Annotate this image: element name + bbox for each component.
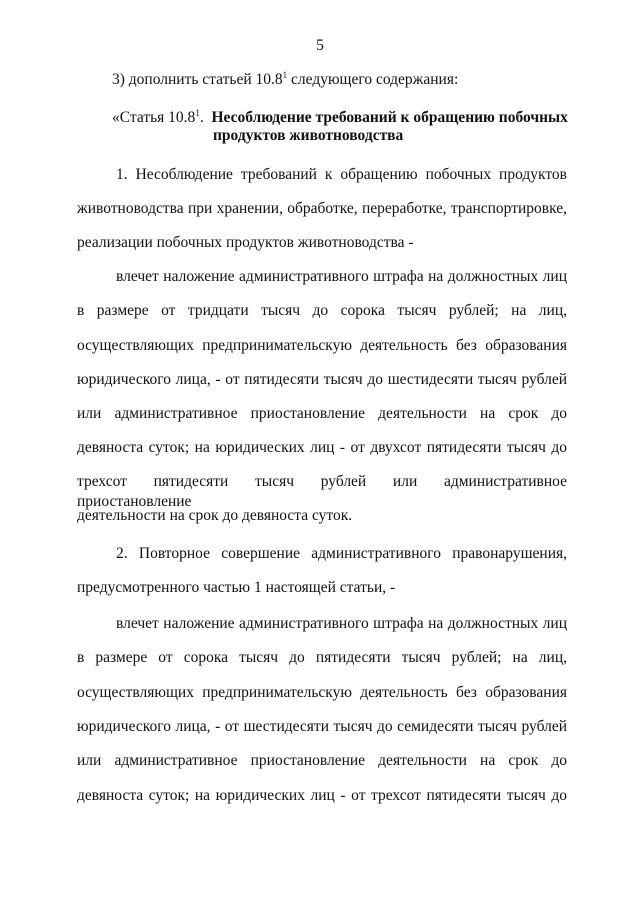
- body-line: юридического лица, - от шестидесяти тысяч до семидесяти тысяч рублей: [77, 718, 567, 735]
- body-line: девяноста суток; на юридических лиц - от трехсот пятидесяти тысяч до: [77, 787, 567, 804]
- body-line: реализации побочных продуктов животноводства -: [77, 234, 414, 251]
- article-number-dot: .: [199, 109, 204, 126]
- article-title-line-2: продуктов животноводства: [213, 127, 404, 144]
- body-line: деятельности на срок до девяноста суток.: [77, 507, 353, 524]
- body-line: 1. Несоблюдение требований к обращению побочных продуктов: [116, 166, 567, 183]
- body-line: девяноста суток; на юридических лиц - от двухсот пятидесяти тысяч до: [77, 439, 567, 456]
- page-number: 5: [316, 37, 324, 54]
- intro-superscript: 1: [282, 70, 288, 80]
- body-line: или административное приостановление деятельности на срок до: [77, 405, 567, 422]
- article-heading: [112, 108, 568, 128]
- body-line: животноводства при хранении, обработке, переработке, транспортировке,: [77, 200, 567, 217]
- intro-text-end: следующего содержания:: [287, 71, 459, 88]
- body-line: или административное приостановление деятельности на срок до: [77, 752, 567, 769]
- body-line: в размере от тридцати тысяч до сорока тысяч рублей; на лиц,: [77, 302, 567, 319]
- body-line: влечет наложение административного штрафа на должностных лиц: [116, 268, 567, 285]
- body-line: юридического лица, - от пятидесяти тысяч до шестидесяти тысяч рублей: [77, 371, 567, 388]
- body-line: влечет наложение административного штрафа на должностных лиц: [116, 615, 567, 632]
- article-title-line-1: Несоблюдение требований к обращению побочных: [211, 109, 568, 126]
- intro-line: [112, 70, 458, 90]
- article-superscript: 1: [195, 108, 200, 118]
- body-line: осуществляющих предпринимательскую деятельность без образования: [77, 337, 567, 354]
- body-line: осуществляющих предпринимательскую деятельность без образования: [77, 684, 567, 701]
- intro-text: 3) дополнить статьей 10.8: [112, 71, 283, 88]
- body-line: предусмотренного частью 1 настоящей статьи, -: [77, 579, 396, 596]
- body-line: в размере от сорока тысяч до пятидесяти тысяч рублей; на лиц,: [77, 649, 567, 666]
- body-line: 2. Повторное совершение административного правонарушения,: [116, 545, 567, 562]
- body-line: трехсот пятидесяти тысяч рублей или административное приостановление: [77, 473, 567, 510]
- article-number: «Статья 10.8: [112, 109, 196, 126]
